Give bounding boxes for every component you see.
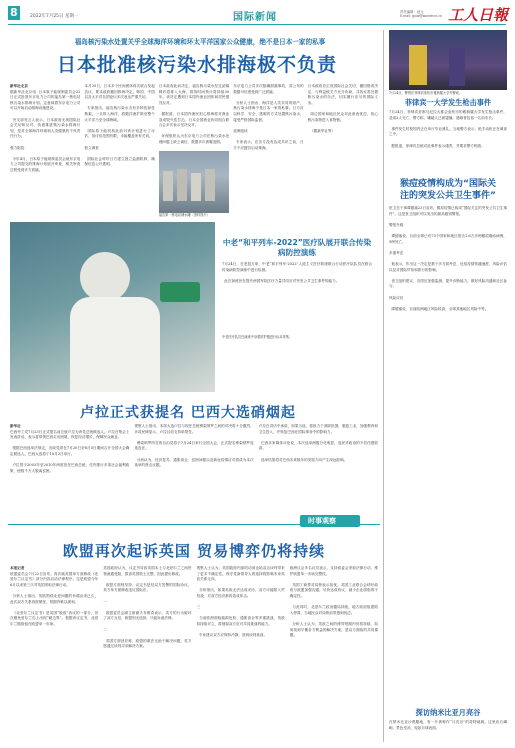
right-story1-text: 7月24日，菲律宾首都马尼拉大都会奎松市的雅典耀大学发生枪击事件，造成3人死亡。警方称，嫌疑人已被逮捕。遇难者包括一名前市长。 事件发生时校园内正在举行毕业典礼。当地警方表示，枪手动机正在调查之中。 据报道，菲律宾总统对此事件表示谴责，并要求警方彻查。 (389, 110, 507, 148)
lead-body (10, 84, 378, 219)
lead-col-4: 东京电力公司多次隐瞒泄漏事故，其公布的数据可信度受到广泛质疑。 分析人士指出，海洋是人类共同的财产，核污染水排海不是日本一家的私事。日方应以科学、安全、透明的方式处置核污染水，接受严格国际监督。 延伸阅读 专家表示，在各方没有达成共识之前，日方不应擅自启动排海。 (233, 84, 304, 150)
second-byline: 新华社 (10, 424, 21, 428)
lead-col-3: 日本政府此前决定，福岛核污染水经过滤稀释后将排入大海，排放时间预计将持续30年。该决定遭到日本国内渔业团体和居民强烈反对。 据报道，日本国内渔民担心排海将对渔业造成毁灭性打击，日本全国渔业协同组合联合会多次表示坚决反对。 环保组织认为东京电力公司在核污染水处理问题上缺乏诚信，数据多次被曝造假。 (158, 84, 230, 144)
contact-line: E-mail: gjxw@workercn.cn (400, 14, 443, 18)
right-photo-1 (389, 30, 507, 90)
feature-title: 中老“和平列车-2022”医疗队展开联合传染病防控演练 (222, 238, 372, 257)
date-line: 2022年7月25日 星期一 (30, 14, 79, 19)
bottom-col-2: 英国政府认为，议定书导致英国本土与北爱尔兰之间货物流通受阻，损害英国领土完整，因此提出修改。 欧盟方面则坚持，议定书是经双方签署的国际协议，英方单方面修改违反国际法。 一 欧盟委员会副主席谢夫乔维奇表示，英方的行为破坏了双方互信，欧盟别无选择，只能诉诸法律。 二 英国方面回应称，欧盟的做法无助于解决问题，英方愿通过谈判寻求解决方案。 (103, 566, 192, 649)
lead-photo (159, 151, 229, 213)
commentary-tag (300, 515, 360, 527)
bottom-col-4: 欧洲议会多名议员表示，支持欧委会采取法律行动，维护欧盟单一市场完整性。 英国工商界对局势表示担忧。英国工业联合会呼吁政府与欧盟加强沟通，尽快达成协议，减少企业面临的不确定性。 与此同时，北爱尔兰政治僵局持续，地方政府组建陷入停滞，当地民众对局势前景感到忧虑。 分析人士认为，英欧之间的博弈短期内仍将持续，如何找到平衡各方利益的解决方案，是双方面临的共同课题。 (289, 566, 378, 638)
section-title: 国际新闻 (233, 12, 277, 23)
second-body (10, 424, 378, 518)
right-story3-title: 探访纳米比亚月亮谷 (415, 708, 481, 717)
right-story1-title: 菲律宾一大学发生枪击事件 (404, 98, 492, 107)
masthead (8, 4, 508, 24)
feature-photo (10, 222, 215, 392)
second-headline: 卢拉正式获提名 巴西大选硝烟起 (80, 405, 296, 421)
feature-photo-caption: 中老医疗队员在演练中身着防护服进行标本采集。 (222, 335, 293, 339)
bottom-col-3: 观察人士认为，英国政府内部的动荡也给双边谈判带来了更多不确定性。保守党新领导人的选择将影响未来英欧关系走向。 分析指出，如果英欧无法达成妥协，双方可能陷入贸易战，对双方经济都将造成冲击。 三 当前欧洲面临能源危机、通胀高企等多重挑战，英欧如持续对立，将削弱双方应对共同挑战的能力。 专家建议双方应保持冷静，回到谈判桌前。 (196, 566, 285, 638)
bottom-body (10, 566, 378, 742)
header-rule (8, 24, 506, 25)
second-col-1: 巴西劳工党7月23日正式提名前总统卢拉为该党总统候选人。卢拉在集会上发表讲话，表示将带领巴西走出困境，恢复经济增长，保障民众就业。 根据巴西选举法规定，各政党须在7月20日至8月5日期间召开全国大会确定候选人。巴西大选将于10月2日举行。 卢拉曾于2003年至2010年两度担任巴西总统，任内推行多项社会福利政策，使数千万人脱离贫困。 (10, 429, 130, 473)
right-story2-title: 猴痘疫情构成为“国际关注的突发公共卫生事件” (400, 179, 496, 201)
commentary-tag-label: 时事观察 (308, 517, 336, 525)
editor-line: 责任编辑：赵元 (400, 10, 424, 14)
right-story2-text: 世卫总干事谭德塞23日宣布，猴痘疫情已构成“国际关注的突发公共卫生事件”。这是世卫组织可以发出的最高级别警报。 警报升级 谭德塞说，目前全球已有75个国家和地区报告1.6万多例猴痘确诊病例，5例死亡。 多重考虑 他表示，作出这一决定是基于多方面考虑，包括疫情传播速度、风险评估以及对国际贸易和旅行的影响。 世卫组织建议，各国应加强监测，提升诊断能力，做好风险沟通和社区参与。 风险评估 谭德塞说，目前欧洲地区风险较高，全球其他地区风险中等。 (389, 206, 507, 311)
second-col-2: 观察人士指出，本届大选卢拉与现任总统博索纳罗之间的对决将十分激烈。多项民调显示，卢拉目前支持率领先。 博索纳罗所在的自由党将于7月24日举行全国大会，正式提名博索纳罗竞选连任。 分析认为，经济复苏、通胀高企、贫困问题以及新冠疫情应对将成为本次选举的焦点议题。 (134, 424, 254, 468)
lead-byline: 新华社北京 (10, 84, 28, 88)
bottom-col-1: 欧盟委员会7月22日宣布，再次就英国单方面修改《北爱尔兰议定书》部分内容启动法律程序。这是欧盟今年6月以来第三次对英国采取法律行动。 分析人士指出，英欧围绕北爱问题的争端由来已久，此次双方关系再度紧张，短期内难以缓和。 《北爱尔兰议定书》是英国“脱欧”协议的一部分，旨在避免爱尔兰岛上出现“硬边界”。根据该议定书，北爱尔兰继续留在欧盟单一市场。 (10, 571, 99, 626)
lead-headline: 日本批准核污染水排海极不负责 (56, 54, 337, 76)
right-photo-caption: 7月24日，警察在菲律宾奎松市雅典耀大学外警戒。 (389, 91, 463, 95)
feature-text: 7月24日，在老挝万象，中老“和平列车-2022”人道主义医疗救援联合行动医疗队队员在联合传染病防控演练中进行检测。 此次演练旨在提升两国军队医疗力量共同应对突发公共卫生事件的能力。 (222, 262, 372, 283)
lead-col-5: 日本政府应正视国际社会关切，撤回错误决定，与利益攸关方充分协商，寻找妥善处置核污染水的办法，切实履行应尽的国际义务。 周边国家和地区民众对此深表忧虑，担心核污染物进入食物链。 （据新华社等） (307, 84, 379, 133)
right-story3-text: 在纳米比亚沙漠腹地，有一片被称作“月亮谷”的奇特地貌。这里岩石嶙峋，景色荒凉，宛如月球表面。 (389, 720, 507, 730)
lead-col-1: 据新华社北京电 日本原子能规制委员会22日正式批准东京电力公司的福岛第一核电站核污染水排海计划。这意味着东京电力公司可以开始启动排海设施建设。 外交部发言人表示，日本政府无视国际社会关切和反对，执意推进核污染水排海计划，是对全球海洋环境和人类健康的不负责任行为。 强力阻挠 今年4月，日本原子能规制委员会就东京电力公司提交的排海计划展开审查，相关审查过程受到多方质疑。 (10, 89, 81, 172)
lead-photo-caption: 福岛第一核电站储水罐（资料图片） (158, 213, 210, 217)
page-number: 8 (10, 6, 18, 19)
bottom-headline: 欧盟再次起诉英国 贸易博弈仍将持续 (62, 542, 326, 560)
brand-logo: 工人日報 (448, 6, 509, 24)
right-column-divider (383, 30, 384, 742)
lead-kicker: 福岛核污染水处置关乎全球海洋环境和环太平洋国家公众健康，绝不是日本一家的私事 (74, 38, 326, 46)
second-col-3: 卢拉在讲话中承诺，如果当选，将致力于消除饥饿，重振工业，加强教育和卫生投入，并恢复巴西在国际事务中的影响力。 巴西多家媒体评论说，本次选举两极分化明显，选民对政治的不信任感较高。 选举结果将对巴西未来数年的发展方向产生深远影响。 (258, 424, 378, 462)
bottom-byline: 本报记者 (10, 566, 25, 570)
lead-col-2: 本月20日，日本多个民间团体再次联合发起抗议，要求政府撤回排海决定。韩国、中国以及太平洋岛国论坛多次表达严重关切。 专家指出，福岛核污染水含有多种放射性核素，一旦排入海洋，将随洋流扩散至整个太平洋乃至全球海域。 国际原子能机构此前对该计划进行了评估，但评估范围有限，未能覆盖所有关切。 独立调查 国际社会呼吁日方建立独立监测机制，确保信息公开透明。 (84, 84, 155, 167)
